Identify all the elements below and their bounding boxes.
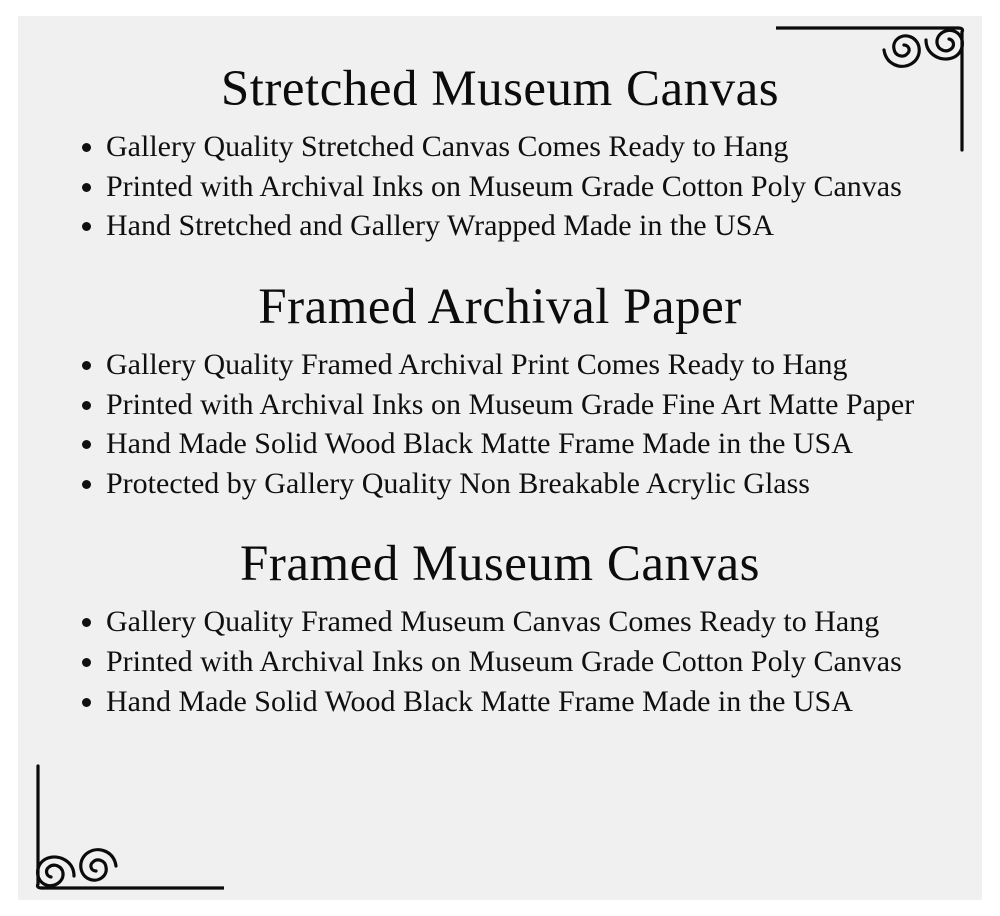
info-card bbox=[18, 16, 982, 900]
feature-list bbox=[42, 602, 958, 721]
section-framed-museum-canvas bbox=[42, 537, 958, 721]
section-framed-archival-paper bbox=[42, 280, 958, 503]
list-item: Gallery Quality Framed Archival Print Comes Ready to Hang bbox=[78, 345, 958, 385]
info-content bbox=[18, 16, 982, 735]
section-stretched-museum-canvas bbox=[42, 62, 958, 246]
list-item: Printed with Archival Inks on Museum Grade Cotton Poly Canvas bbox=[78, 167, 958, 207]
list-item: Hand Stretched and Gallery Wrapped Made in the USA bbox=[78, 206, 958, 246]
list-item: Hand Made Solid Wood Black Matte Frame Made in the USA bbox=[78, 682, 958, 722]
section-title: Framed Archival Paper bbox=[258, 278, 742, 335]
feature-list bbox=[42, 345, 958, 503]
list-item: Printed with Archival Inks on Museum Grade Cotton Poly Canvas bbox=[78, 642, 958, 682]
section-title: Stretched Museum Canvas bbox=[220, 61, 780, 117]
list-item: Gallery Quality Framed Museum Canvas Comes Ready to Hang bbox=[78, 602, 958, 642]
list-item: Protected by Gallery Quality Non Breakable Acrylic Glass bbox=[78, 464, 958, 504]
flourish-corner-bottom-left-icon bbox=[24, 760, 224, 890]
list-item: Gallery Quality Stretched Canvas Comes Ready to Hang bbox=[78, 127, 958, 167]
list-item: Hand Made Solid Wood Black Matte Frame Made in the USA bbox=[78, 424, 958, 464]
section-title: Framed Museum Canvas bbox=[240, 536, 760, 593]
list-item: Printed with Archival Inks on Museum Grade Fine Art Matte Paper bbox=[78, 385, 958, 425]
feature-list bbox=[42, 127, 958, 246]
